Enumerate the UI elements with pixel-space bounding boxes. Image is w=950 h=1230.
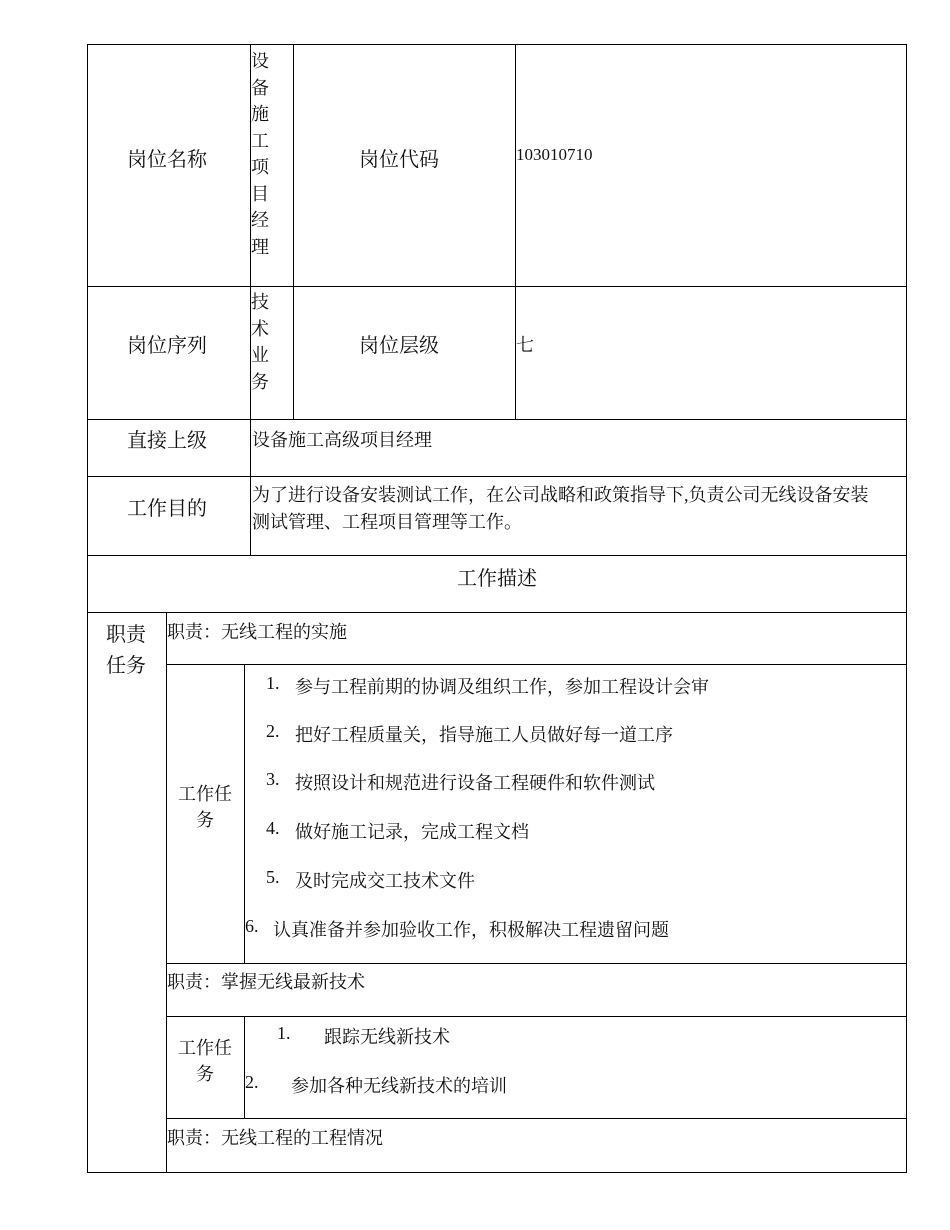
post-code-value: 103010710 — [516, 145, 593, 164]
post-level-value: 七 — [516, 335, 534, 355]
column-divider — [293, 44, 294, 419]
post-level-label: 岗位层级 — [359, 335, 439, 357]
duty-title: 职责：掌握无线最新技术 — [167, 972, 365, 992]
row-divider — [87, 419, 907, 420]
job-description-table — [87, 44, 907, 1173]
task-text: 按照设计和规范进行设备工程硬件和软件测试 — [295, 773, 655, 793]
post-series-value: 技术业务 — [251, 292, 269, 392]
purpose-text-line1: 为了进行设备安装测试工作，在公司战略和政策指导下,负责公司无线设备安装 — [252, 485, 869, 505]
task-number: 3. — [266, 769, 280, 789]
column-divider — [515, 44, 516, 419]
task-number: 2. — [266, 721, 280, 741]
work-task-label-line1: 工作任 — [178, 784, 232, 804]
task-number: 1. — [266, 673, 280, 693]
duties-side-label-line2: 任务 — [106, 655, 146, 677]
purpose-text-line2: 测试管理、工程项目管理等工作。 — [252, 512, 522, 532]
task-text: 做好施工记录，完成工程文档 — [295, 822, 529, 842]
superior-value: 设备施工高级项目经理 — [252, 430, 432, 450]
work-task-label-line1: 工作任 — [178, 1038, 232, 1058]
row-divider — [166, 963, 907, 964]
task-text: 参加各种无线新技术的培训 — [291, 1076, 507, 1096]
task-text: 跟踪无线新技术 — [324, 1027, 450, 1047]
row-divider — [166, 1016, 907, 1017]
post-name-value: 设备施工项目经理 — [251, 51, 269, 257]
post-name-label: 岗位名称 — [127, 149, 207, 171]
column-divider — [244, 1016, 245, 1118]
row-divider — [87, 555, 907, 556]
duty-title: 职责：无线工程的实施 — [167, 622, 347, 642]
post-code-label: 岗位代码 — [359, 149, 439, 171]
section-title: 工作描述 — [457, 568, 537, 590]
purpose-label: 工作目的 — [127, 498, 207, 520]
task-text: 把好工程质量关，指导施工人员做好每一道工序 — [295, 725, 673, 745]
work-task-label-line2: 务 — [196, 810, 214, 830]
task-text: 及时完成交工技术文件 — [295, 871, 475, 891]
row-divider — [166, 1118, 907, 1119]
row-divider — [87, 476, 907, 477]
duty-title: 职责：无线工程的工程情况 — [167, 1128, 383, 1148]
duties-side-label-line1: 职责 — [106, 624, 146, 646]
task-text: 参与工程前期的协调及组织工作，参加工程设计会审 — [295, 677, 709, 697]
task-number: 1. — [277, 1023, 291, 1043]
superior-label: 直接上级 — [127, 430, 207, 452]
task-number: 4. — [266, 818, 280, 838]
task-number: 5. — [266, 867, 280, 887]
work-task-label-line2: 务 — [196, 1064, 214, 1084]
task-text: 认真准备并参加验收工作，积极解决工程遗留问题 — [273, 920, 669, 940]
row-divider — [87, 286, 907, 287]
column-divider — [166, 612, 167, 1173]
row-divider — [166, 664, 907, 665]
post-series-label: 岗位序列 — [127, 335, 207, 357]
task-number: 2. — [245, 1072, 259, 1092]
task-number: 6. — [245, 916, 259, 936]
row-divider — [87, 612, 907, 613]
